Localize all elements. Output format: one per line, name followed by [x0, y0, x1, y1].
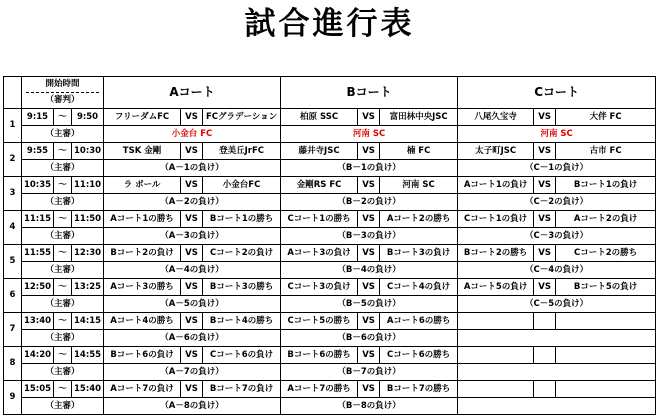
court-a-referee: （A－3の負け）: [104, 228, 281, 245]
court-b-home-team: Cコート5の勝ち: [281, 313, 358, 330]
match-row: [4, 381, 656, 398]
court-a-away-team: Cコート6の負け: [203, 347, 281, 364]
end-time: 11:50: [72, 211, 104, 228]
referee-row: [4, 194, 656, 211]
match-number: 7: [4, 313, 22, 347]
court-a-vs: VS: [181, 177, 203, 194]
referee-row: [4, 228, 656, 245]
court-a-vs: VS: [181, 211, 203, 228]
court-a-home-team: Aコート3の勝ち: [104, 279, 181, 296]
match-row: [4, 109, 656, 126]
tilde-mark: ～: [54, 245, 72, 262]
court-c-referee: （C－4の負け）: [458, 262, 656, 279]
court-c-away-team: Bコート1の負け: [556, 177, 656, 194]
end-time: 15:40: [72, 381, 104, 398]
tilde-mark: ～: [54, 177, 72, 194]
court-a-away-team: Bコート3の勝ち: [203, 279, 281, 296]
start-time: 9:55: [22, 143, 54, 160]
court-b-away-team: Cコート6の勝ち: [380, 347, 458, 364]
main-referee-label: （主審）: [22, 364, 104, 381]
court-a-away-team: Bコート7の負け: [203, 381, 281, 398]
start-time: 11:55: [22, 245, 54, 262]
main-referee-label: （主審）: [22, 262, 104, 279]
match-number: 9: [4, 381, 22, 415]
court-a-vs: VS: [181, 143, 203, 160]
court-c-vs: VS: [534, 211, 556, 228]
court-b-home-team: 柏原 SSC: [281, 109, 358, 126]
end-time: 11:10: [72, 177, 104, 194]
court-c-vs: VS: [534, 245, 556, 262]
court-c-home-team: Cコート1の負け: [458, 211, 534, 228]
main-referee-label: （主審）: [22, 194, 104, 211]
court-c-vs: VS: [534, 143, 556, 160]
court-a-referee: （A－2の負け）: [104, 194, 281, 211]
court-b-home-team: Cコート1の勝ち: [281, 211, 358, 228]
court-b-away-team: 河南 SC: [380, 177, 458, 194]
court-c-referee: [458, 330, 656, 347]
header-time-cell: [22, 77, 104, 109]
court-c-home-team: Aコート5の負け: [458, 279, 534, 296]
court-a-home-team: Bコート6の負け: [104, 347, 181, 364]
court-a-away-team: FCグラデーション: [203, 109, 281, 126]
court-c-away-team: Cコート2の勝ち: [556, 245, 656, 262]
court-a-referee: （A－8の負け）: [104, 398, 281, 415]
match-number: 6: [4, 279, 22, 313]
schedule-table: [3, 76, 656, 415]
court-a-vs: VS: [181, 109, 203, 126]
court-a-header: Aコート: [104, 77, 281, 109]
tilde-mark: ～: [54, 143, 72, 160]
court-c-away-team: Aコート2の負け: [556, 211, 656, 228]
match-row: [4, 313, 656, 330]
tilde-mark: ～: [54, 109, 72, 126]
court-c-away-team: 古市 FC: [556, 143, 656, 160]
court-c-referee: [458, 364, 656, 381]
court-b-away-team: Cコート4の負け: [380, 279, 458, 296]
court-b-referee: 河南 SC: [281, 126, 458, 143]
court-c-away-team: 大伴 FC: [556, 109, 656, 126]
court-c-vs: VS: [534, 279, 556, 296]
referee-row: [4, 296, 656, 313]
court-c-home-team: Aコート1の負け: [458, 177, 534, 194]
court-b-home-team: Cコート3の負け: [281, 279, 358, 296]
court-b-vs: VS: [358, 245, 380, 262]
court-b-vs: VS: [358, 177, 380, 194]
court-c-referee: （C－2の負け）: [458, 194, 656, 211]
match-number: 5: [4, 245, 22, 279]
start-time: 12:50: [22, 279, 54, 296]
end-time: 14:55: [72, 347, 104, 364]
main-referee-label: （主審）: [22, 228, 104, 245]
tilde-mark: ～: [54, 313, 72, 330]
court-c-referee: [458, 398, 656, 415]
court-a-home-team: TSK 金剛: [104, 143, 181, 160]
match-row: [4, 211, 656, 228]
court-b-home-team: Aコート7の勝ち: [281, 381, 358, 398]
court-c-referee: （C－5の負け）: [458, 296, 656, 313]
court-a-referee: （A－4の負け）: [104, 262, 281, 279]
court-b-away-team: Bコート7の勝ち: [380, 381, 458, 398]
referee-label: （審判）: [45, 95, 80, 105]
court-b-away-team: Bコート3の負け: [380, 245, 458, 262]
court-a-home-team: ラ ボール: [104, 177, 181, 194]
main-referee-label: （主審）: [22, 296, 104, 313]
court-b-vs: VS: [358, 279, 380, 296]
start-time: 15:05: [22, 381, 54, 398]
start-time: 9:15: [22, 109, 54, 126]
court-a-vs: VS: [181, 381, 203, 398]
match-number: 1: [4, 109, 22, 143]
court-c-referee: （C－1の負け）: [458, 160, 656, 177]
court-b-vs: VS: [358, 109, 380, 126]
court-c-away-team: Bコート5の負け: [556, 279, 656, 296]
court-c-home-team: 八尾久宝寺: [458, 109, 534, 126]
court-a-vs: VS: [181, 347, 203, 364]
match-row: [4, 245, 656, 262]
court-b-vs: VS: [358, 381, 380, 398]
main-referee-label: （主審）: [22, 330, 104, 347]
court-b-referee: （B－6の負け）: [281, 330, 458, 347]
court-b-referee: （B－4の負け）: [281, 262, 458, 279]
court-b-away-team: 楠 FC: [380, 143, 458, 160]
referee-row: [4, 364, 656, 381]
court-b-vs: VS: [358, 347, 380, 364]
match-row: [4, 347, 656, 364]
main-referee-label: （主審）: [22, 398, 104, 415]
court-a-referee: （A－5の負け）: [104, 296, 281, 313]
court-a-vs: VS: [181, 279, 203, 296]
court-a-home-team: フリーダムFC: [104, 109, 181, 126]
court-c-home-team: [458, 381, 534, 398]
court-b-home-team: 藤井寺JSC: [281, 143, 358, 160]
court-a-vs: VS: [181, 245, 203, 262]
court-a-away-team: Cコート2の負け: [203, 245, 281, 262]
start-time: 10:35: [22, 177, 54, 194]
court-c-referee: 河南 SC: [458, 126, 656, 143]
match-number: 3: [4, 177, 22, 211]
start-time-label: 開始時間: [26, 77, 99, 93]
court-a-away-team: Bコート1の勝ち: [203, 211, 281, 228]
court-a-vs: VS: [181, 313, 203, 330]
court-b-away-team: Aコート6の勝ち: [380, 313, 458, 330]
court-b-referee: （B－8の負け）: [281, 398, 458, 415]
court-c-home-team: Bコート2の勝ち: [458, 245, 534, 262]
court-b-referee: （B－5の負け）: [281, 296, 458, 313]
court-a-home-team: Aコート4の勝ち: [104, 313, 181, 330]
match-number: 2: [4, 143, 22, 177]
match-row: [4, 143, 656, 160]
page-title: 試合進行表: [244, 6, 415, 42]
court-b-home-team: Bコート6の勝ち: [281, 347, 358, 364]
end-time: 10:30: [72, 143, 104, 160]
court-a-away-team: 登美丘JrFC: [203, 143, 281, 160]
court-b-vs: VS: [358, 211, 380, 228]
start-time: 14:20: [22, 347, 54, 364]
court-b-referee: （B－1の負け）: [281, 160, 458, 177]
court-a-referee: 小金台 FC: [104, 126, 281, 143]
court-a-home-team: Bコート2の負け: [104, 245, 181, 262]
court-a-away-team: 小金台FC: [203, 177, 281, 194]
referee-row: [4, 262, 656, 279]
court-c-vs: [534, 347, 556, 364]
court-b-referee: （B－3の負け）: [281, 228, 458, 245]
court-c-away-team: [556, 313, 656, 330]
court-c-vs: VS: [534, 109, 556, 126]
court-c-header: Cコート: [458, 77, 656, 109]
court-c-vs: [534, 313, 556, 330]
court-b-home-team: Aコート3の負け: [281, 245, 358, 262]
tilde-mark: ～: [54, 279, 72, 296]
match-row: [4, 279, 656, 296]
court-c-home-team: 太子町JSC: [458, 143, 534, 160]
court-b-home-team: 金剛RS FC: [281, 177, 358, 194]
court-b-vs: VS: [358, 143, 380, 160]
court-a-referee: （A－6の負け）: [104, 330, 281, 347]
match-number: 8: [4, 347, 22, 381]
court-a-away-team: Bコート4の勝ち: [203, 313, 281, 330]
court-c-home-team: [458, 313, 534, 330]
tilde-mark: ～: [54, 211, 72, 228]
court-a-home-team: Aコート1の勝ち: [104, 211, 181, 228]
header-num-cell: [4, 77, 22, 109]
court-c-away-team: [556, 381, 656, 398]
court-b-header: Bコート: [281, 77, 458, 109]
court-c-vs: [534, 381, 556, 398]
court-c-vs: VS: [534, 177, 556, 194]
main-referee-label: （主審）: [22, 126, 104, 143]
match-row: [4, 177, 656, 194]
end-time: 13:25: [72, 279, 104, 296]
referee-row: [4, 330, 656, 347]
court-b-away-team: Aコート2の勝ち: [380, 211, 458, 228]
tilde-mark: ～: [54, 347, 72, 364]
referee-row: [4, 126, 656, 143]
court-b-away-team: 富田林中央JSC: [380, 109, 458, 126]
tilde-mark: ～: [54, 381, 72, 398]
referee-row: [4, 160, 656, 177]
main-referee-label: （主審）: [22, 160, 104, 177]
court-c-home-team: [458, 347, 534, 364]
referee-row: [4, 398, 656, 415]
start-time: 11:15: [22, 211, 54, 228]
start-time: 13:40: [22, 313, 54, 330]
court-c-away-team: [556, 347, 656, 364]
court-a-home-team: Aコート7の負け: [104, 381, 181, 398]
court-b-vs: VS: [358, 313, 380, 330]
match-number: 4: [4, 211, 22, 245]
court-b-referee: （B－7の負け）: [281, 364, 458, 381]
court-c-referee: （C－3の負け）: [458, 228, 656, 245]
court-b-referee: （B－2の負け）: [281, 194, 458, 211]
end-time: 12:30: [72, 245, 104, 262]
end-time: 9:50: [72, 109, 104, 126]
court-a-referee: （A－7の負け）: [104, 364, 281, 381]
court-a-referee: （A－1の負け）: [104, 160, 281, 177]
end-time: 14:15: [72, 313, 104, 330]
header-row: [4, 77, 656, 109]
